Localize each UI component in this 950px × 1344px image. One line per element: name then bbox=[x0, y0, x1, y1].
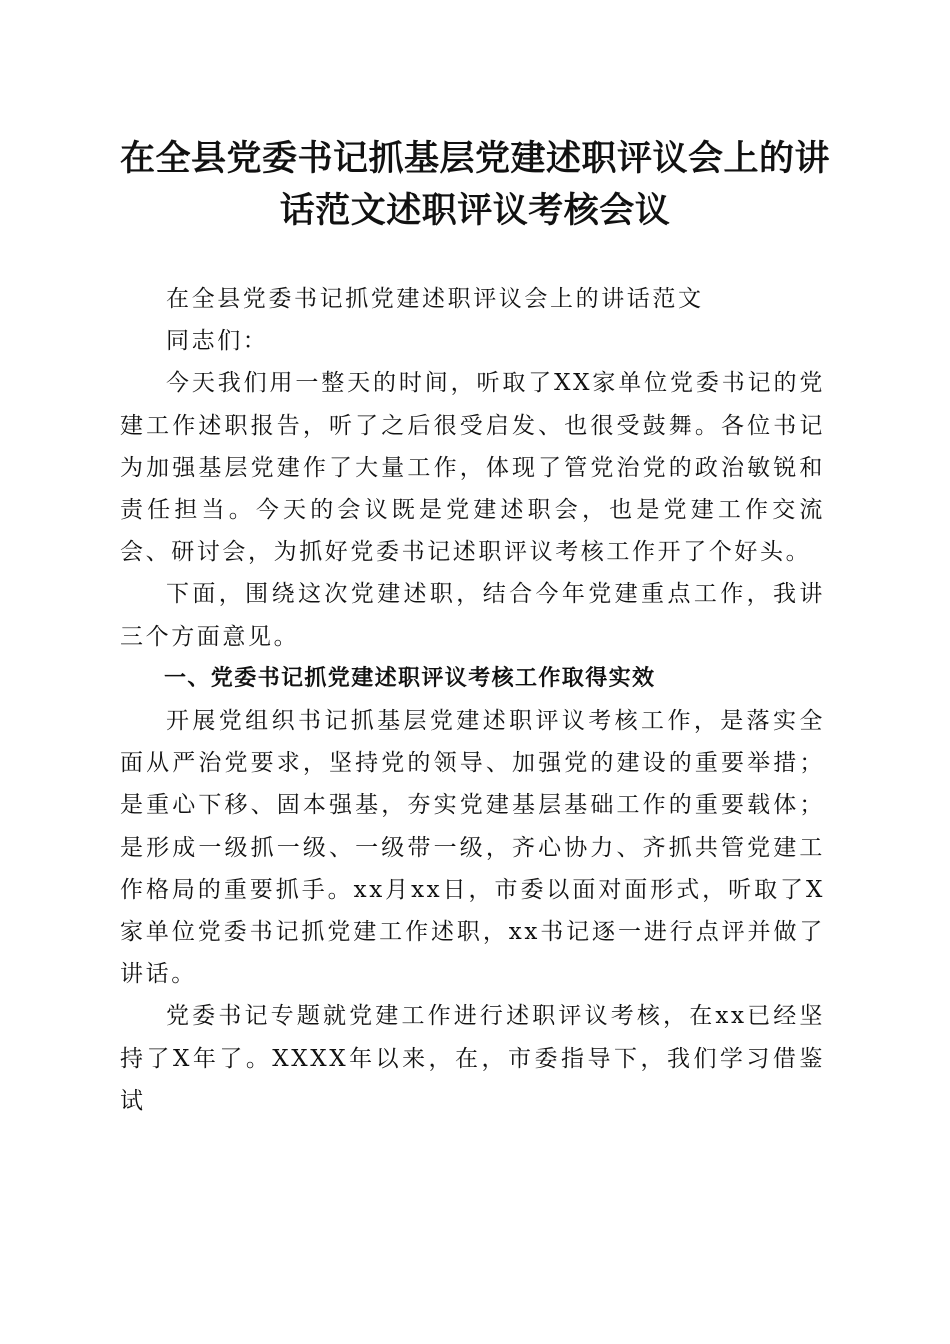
title-line-2: 话范文述职评议考核会议 bbox=[279, 190, 671, 231]
paragraph-intro: 今天我们用一整天的时间，听取了XX家单位党委书记的党建工作述职报告，听了之后很受启发、也很受鼓舞。各位书记为加强基层党建作了大量工作，体现了管党治党的政治敏锐和责任担当。今天的会议既是党建述职会，也是党建工作交流会、研讨会，为抓好党委书记述职评议考核工作开了个好头。 bbox=[120, 370, 825, 566]
section-paragraph-2: 党委书记专题就党建工作进行述职评议考核，在xx已经坚持了X年了。XXXX年以来，在，市委指导下，我们学习借鉴试 bbox=[120, 1003, 825, 1114]
document-title bbox=[110, 133, 840, 237]
section-heading-1: 一、党委书记抓党建述职评议考核工作取得实效 bbox=[164, 665, 656, 691]
speech-subtitle: 在全县党委书记抓党建述职评议会上的讲话范文 bbox=[166, 286, 704, 312]
salutation: 同志们： bbox=[166, 328, 269, 355]
document-body bbox=[120, 278, 825, 1122]
paragraph-outline: 下面，围绕这次党建述职，结合今年党建重点工作，我讲三个方面意见。 bbox=[120, 581, 825, 650]
section-paragraph-1: 开展党组织书记抓基层党建述职评议考核工作，是落实全面从严治党要求，坚持党的领导、加强党的建设的重要举措；是重心下移、固本强基，夯实党建基层基础工作的重要载体；是形成一级抓一级、一级带一级，齐心协力、齐抓共管党建工作格局的重要抓手。xx月xx日，市委以面对面形式，听取了X家单位党委书记抓党建工作述职，xx书记逐一进行点评并做了讲话。 bbox=[120, 708, 825, 988]
title-line-1: 在全县党委书记抓基层党建述职评议会上的讲 bbox=[119, 138, 830, 179]
